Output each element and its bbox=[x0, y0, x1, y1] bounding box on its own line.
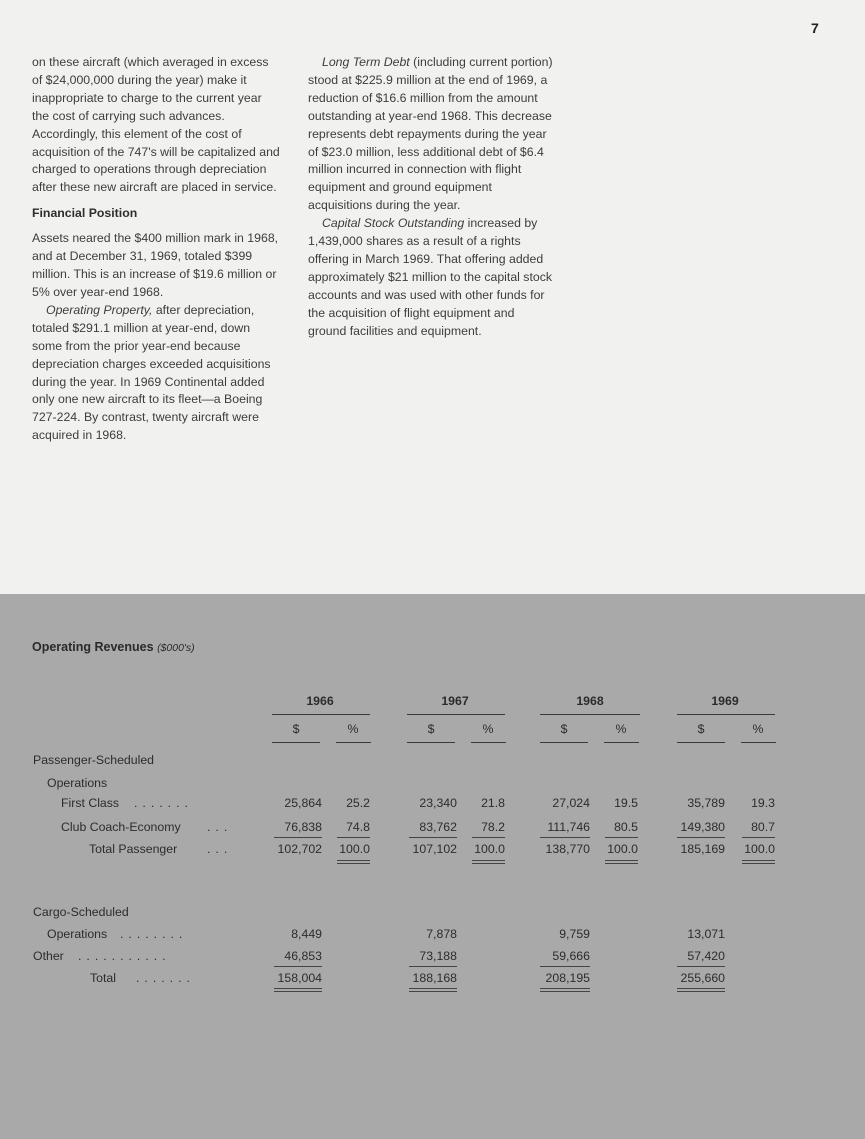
sum-rule bbox=[605, 837, 638, 838]
paragraph: on these aircraft (which averaged in excess of $24,000,000 during the year) make it inappropriate to charge to the current year the cost of carrying such advances. Accordingly, this element of the cost of acquisition of the 747's will be capitalized and charged to operations through depreciation after these new aircraft are placed in service. bbox=[32, 55, 280, 195]
row-label: First Class bbox=[61, 796, 120, 810]
table-cell: 21.8 bbox=[481, 796, 505, 810]
sum-rule bbox=[742, 837, 775, 838]
paragraph: Assets neared the $400 million mark in 1968, and at December 31, 1969, totaled $399 million. This is an increase of $19.6 million or 5% over year-end 1968. bbox=[32, 231, 279, 299]
paragraph bbox=[32, 302, 282, 445]
table-cell: 8,449 bbox=[291, 927, 322, 941]
table-cell: 188,168 bbox=[412, 971, 457, 985]
table-cell: 19.5 bbox=[614, 796, 638, 810]
table-cell: 80.7 bbox=[751, 820, 775, 834]
section-label: Cargo-Scheduled bbox=[33, 905, 129, 919]
sum-rule bbox=[540, 837, 590, 838]
table-cell: 208,195 bbox=[545, 971, 590, 985]
sum-rule bbox=[677, 837, 725, 838]
table-cell: 19.3 bbox=[751, 796, 775, 810]
table-cell: 100.0 bbox=[339, 842, 370, 856]
right-text-column bbox=[308, 54, 556, 341]
table-cell: 255,660 bbox=[680, 971, 725, 985]
leader-dots: ....... bbox=[134, 796, 193, 810]
sum-rule bbox=[677, 966, 725, 967]
table-cell: 80.5 bbox=[614, 820, 638, 834]
lead-phrase: Capital Stock Outstanding bbox=[322, 216, 465, 231]
subheader-rule bbox=[741, 742, 776, 743]
lead-phrase: Long Term Debt bbox=[322, 55, 410, 69]
table-cell: 76,838 bbox=[284, 820, 322, 834]
sum-rule bbox=[274, 837, 322, 838]
table-cell: 100.0 bbox=[474, 842, 505, 856]
subheader-rule bbox=[336, 742, 371, 743]
leader-dots: ........... bbox=[78, 949, 171, 963]
table-cell: 27,024 bbox=[552, 796, 590, 810]
total-double-rule bbox=[337, 860, 370, 864]
subheader-rule bbox=[471, 742, 506, 743]
paragraph-body: after depreciation, totaled $291.1 million at year-end, down some from the prior year-end because depreciation charges exceeded acquisitions during the year. In 1969 Continental added only one new aircraft to its fleet—a Boeing 727-224. By contrast, twenty aircraft were acquired in 1968. bbox=[32, 302, 271, 443]
total-double-rule bbox=[742, 860, 775, 864]
table-cell: 107,102 bbox=[412, 842, 457, 856]
section-label: Passenger-Scheduled bbox=[33, 753, 154, 767]
table-cell: 7,878 bbox=[426, 927, 457, 941]
sum-rule bbox=[540, 966, 590, 967]
year-rule bbox=[272, 714, 370, 715]
total-double-rule bbox=[274, 988, 322, 992]
total-double-rule bbox=[605, 860, 638, 864]
table-cell: 111,746 bbox=[547, 820, 590, 834]
table-cell: 149,380 bbox=[680, 820, 725, 834]
dollar-subheader: $ bbox=[697, 722, 705, 736]
leader-dots: ........ bbox=[120, 927, 188, 941]
row-label: Club Coach-Economy bbox=[61, 820, 181, 834]
year-header: 1967 bbox=[441, 694, 469, 708]
dollar-subheader: $ bbox=[560, 722, 568, 736]
sum-rule bbox=[409, 966, 457, 967]
table-cell: 57,420 bbox=[687, 949, 725, 963]
dollar-subheader: $ bbox=[292, 722, 300, 736]
table-cell: 9,759 bbox=[559, 927, 590, 941]
table-title-text: Operating Revenues bbox=[32, 640, 154, 654]
table-cell: 83,762 bbox=[419, 820, 457, 834]
page-number: 7 bbox=[811, 20, 819, 36]
row-label: Operations bbox=[47, 927, 108, 941]
table-cell: 100.0 bbox=[744, 842, 775, 856]
row-label: Total bbox=[90, 971, 116, 985]
table-cell: 78.2 bbox=[481, 820, 505, 834]
year-header: 1966 bbox=[306, 694, 334, 708]
subheader-rule bbox=[540, 742, 588, 743]
paragraph bbox=[308, 54, 556, 215]
row-label: Other bbox=[33, 949, 64, 963]
left-text-column bbox=[32, 54, 282, 445]
lead-phrase: Operating Property, bbox=[46, 302, 153, 317]
percent-subheader: % bbox=[347, 722, 359, 736]
section-heading: Financial Position bbox=[32, 206, 138, 221]
table-cell: 25,864 bbox=[284, 796, 322, 810]
paragraph bbox=[308, 215, 556, 340]
percent-subheader: % bbox=[482, 722, 494, 736]
year-header: 1969 bbox=[711, 694, 739, 708]
percent-subheader: % bbox=[752, 722, 764, 736]
percent-subheader: % bbox=[615, 722, 627, 736]
subheader-rule bbox=[677, 742, 725, 743]
dollar-subheader: $ bbox=[427, 722, 435, 736]
total-double-rule bbox=[540, 988, 590, 992]
table-title bbox=[32, 640, 195, 654]
table-cell: 158,004 bbox=[277, 971, 322, 985]
table-cell: 59,666 bbox=[552, 949, 590, 963]
total-double-rule bbox=[409, 988, 457, 992]
subheader-rule bbox=[604, 742, 639, 743]
table-cell: 25.2 bbox=[346, 796, 370, 810]
year-header: 1968 bbox=[576, 694, 604, 708]
total-double-rule bbox=[472, 860, 505, 864]
table-cell: 73,188 bbox=[419, 949, 457, 963]
year-rule bbox=[677, 714, 775, 715]
table-cell: 35,789 bbox=[687, 796, 725, 810]
table-cell: 138,770 bbox=[545, 842, 590, 856]
table-cell: 74.8 bbox=[346, 820, 370, 834]
sum-rule bbox=[274, 966, 322, 967]
leader-dots: ....... bbox=[136, 971, 195, 985]
subheader-rule bbox=[272, 742, 320, 743]
table-title-unit: ($000's) bbox=[157, 642, 195, 654]
table-background bbox=[0, 594, 865, 1139]
row-label: Total Passenger bbox=[89, 842, 178, 856]
year-rule bbox=[540, 714, 640, 715]
leader-dots: ... bbox=[207, 842, 233, 856]
sum-rule bbox=[337, 837, 370, 838]
year-rule bbox=[407, 714, 505, 715]
table-cell: 100.0 bbox=[607, 842, 638, 856]
table-cell: 23,340 bbox=[419, 796, 457, 810]
subheader-rule bbox=[407, 742, 455, 743]
sum-rule bbox=[409, 837, 457, 838]
section-label: Operations bbox=[47, 776, 108, 790]
paragraph-body: (including current portion) stood at $225.9 million at the end of 1969, a reduction of $16.6 million from the amount outstanding at year-end 1968. This decrease represents debt repayments during the year of $23.0 million, less additional debt of $6.4 million incurred in connection with flight equipment and ground equipment acquisitions during the year. bbox=[308, 55, 553, 213]
table-cell: 13,071 bbox=[687, 927, 725, 941]
sum-rule bbox=[472, 837, 505, 838]
leader-dots: ... bbox=[207, 820, 233, 834]
paragraph-body: increased by 1,439,000 shares as a result of a rights offering in March 1969. That offering added approximately $21 million to the capital stock accounts and was used with other funds for the acquisition of flight equipment and ground facilities and equipment. bbox=[308, 216, 553, 338]
table-cell: 185,169 bbox=[680, 842, 725, 856]
table-cell: 46,853 bbox=[284, 949, 322, 963]
table-cell: 102,702 bbox=[277, 842, 322, 856]
total-double-rule bbox=[677, 988, 725, 992]
